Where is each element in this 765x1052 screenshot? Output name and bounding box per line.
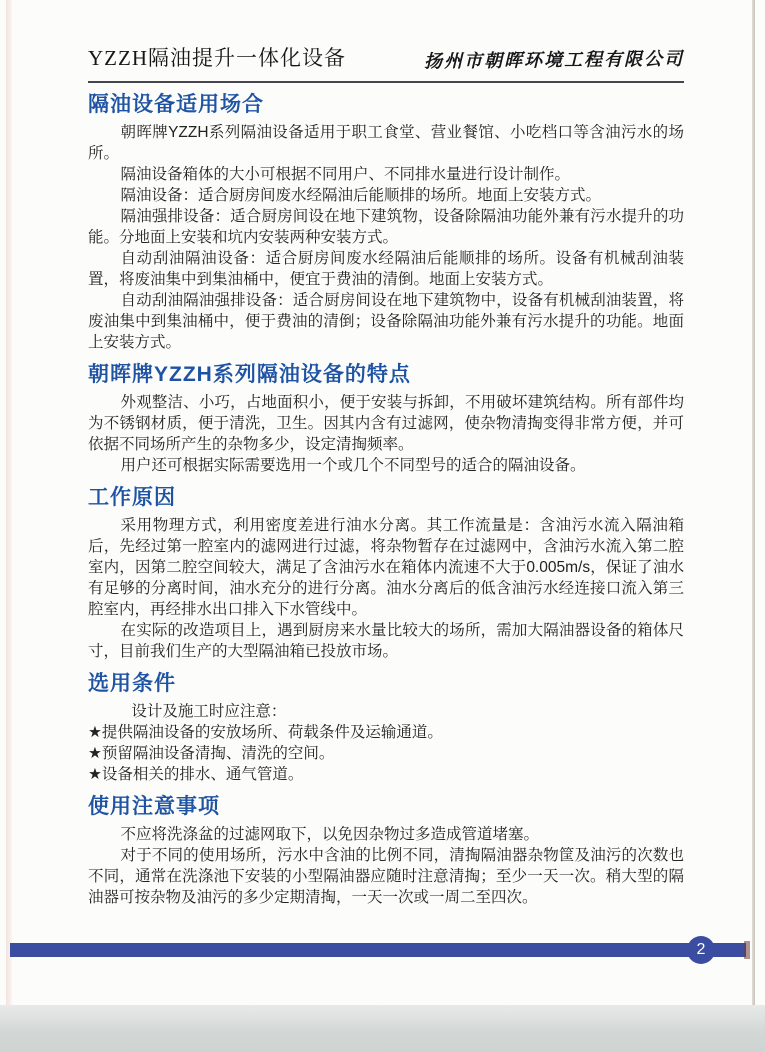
body-paragraph: 采用物理方式，利用密度差进行油水分离。其工作流量是：含油污水流入隔油箱后，先经过第一腔室内的滤网进行过滤，将杂物暂存在过滤网中，含油污水流入第二腔室内，因第二腔空间较大，满足了含油污水在箱体内流速不大于0.005m/s，保证了油水有足够的分离时间，油水充分的进行分离。油水分离后的低含油污水经连接口流入第三腔室内，再经排水出口排入下水管线中。 — [88, 517, 684, 618]
body-paragraph: 朝晖牌YZZH系列隔油设备适用于职工食堂、营业餐馆、小吃档口等含油污水的场所。 — [88, 124, 684, 162]
page-number: 2 — [696, 941, 706, 958]
body-paragraph: 设计及施工时应注意： — [131, 703, 287, 720]
bullet-item: ★设备相关的排水、通气管道。 — [88, 766, 304, 783]
body-paragraph: 隔油强排设备：适合厨房间设在地下建筑物，设备除隔油功能外兼有污水提升的功能。分地面上安装和坑内安装两种安装方式。 — [88, 208, 684, 246]
scan-bar-end-artifact — [744, 941, 750, 959]
page-content — [88, 42, 684, 908]
section-working-principle — [88, 485, 684, 662]
body-paragraph: 外观整洁、小巧，占地面积小，便于安装与拆卸，不用破坏建筑结构。所有部件均为不锈钢材质，便于清洗，卫生。因其内含有过滤网，使杂物清掏变得非常方便，并可依据不同场所产生的杂物多少，设定清掏频率。 — [88, 394, 684, 453]
section-title: 朝晖牌YZZH系列隔油设备的特点 — [88, 363, 411, 386]
page-header — [88, 42, 684, 83]
section-product-features — [88, 362, 684, 476]
body-paragraph: 用户还可根据实际需要选用一个或几个不同型号的适合的隔油设备。 — [120, 457, 586, 474]
section-title: 隔油设备适用场合 — [88, 93, 264, 116]
section-applicable-situations — [88, 92, 684, 353]
company-name: 扬州市朝晖环境工程有限公司 — [423, 48, 685, 73]
page-number-badge — [687, 936, 715, 964]
section-usage-notes — [88, 794, 684, 908]
scan-bottom-shadow — [0, 1005, 765, 1052]
body-paragraph: 在实际的改造项目上，遇到厨房来水量比较大的场所，需加大隔油器设备的箱体尺寸，目前我们生产的大型隔油箱已投放市场。 — [88, 622, 684, 660]
document-title: YZZH隔油提升一体化设备 — [88, 46, 346, 70]
scan-left-edge-shadow — [6, 0, 13, 1006]
body-paragraph: 自动刮油隔油强排设备：适合厨房间设在地下建筑物中，设备有机械刮油装置，将废油集中到集油桶中，便于费油的清倒；设备除隔油功能外兼有污水提升的功能。地面上安装方式。 — [88, 292, 684, 351]
section-selection-conditions — [88, 671, 684, 785]
body-paragraph: 不应将洗涤盆的过滤网取下，以免因杂物过多造成管道堵塞。 — [120, 826, 540, 843]
section-title: 使用注意事项 — [88, 795, 220, 818]
scan-right-edge-line — [752, 0, 755, 1006]
section-title: 工作原因 — [88, 486, 176, 509]
body-paragraph: 隔油设备：适合厨房间废水经隔油后能顺排的场所。地面上安装方式。 — [120, 187, 602, 204]
body-paragraph: 自动刮油隔油设备：适合厨房间废水经隔油后能顺排的场所。设备有机械刮油装置，将废油集中到集油桶中，便宜于费油的清倒。地面上安装方式。 — [88, 250, 684, 288]
footer-rule — [10, 943, 746, 957]
bullet-item: ★预留隔油设备清掏、清洗的空间。 — [88, 745, 335, 762]
body-paragraph: 隔油设备箱体的大小可根据不同用户、不同排水量进行设计制作。 — [120, 166, 571, 183]
bullet-item: ★提供隔油设备的安放场所、荷载条件及运输通道。 — [88, 724, 443, 741]
section-title: 选用条件 — [88, 672, 176, 695]
body-paragraph: 对于不同的使用场所，污水中含油的比例不同，清掏隔油器杂物筐及油污的次数也不同，通常在洗涤池下安装的小型隔油器应随时注意清掏；至少一天一次。稍大型的隔油器可按杂物及油污的多少定期清掏，一天一次或一周二至四次。 — [88, 847, 684, 906]
